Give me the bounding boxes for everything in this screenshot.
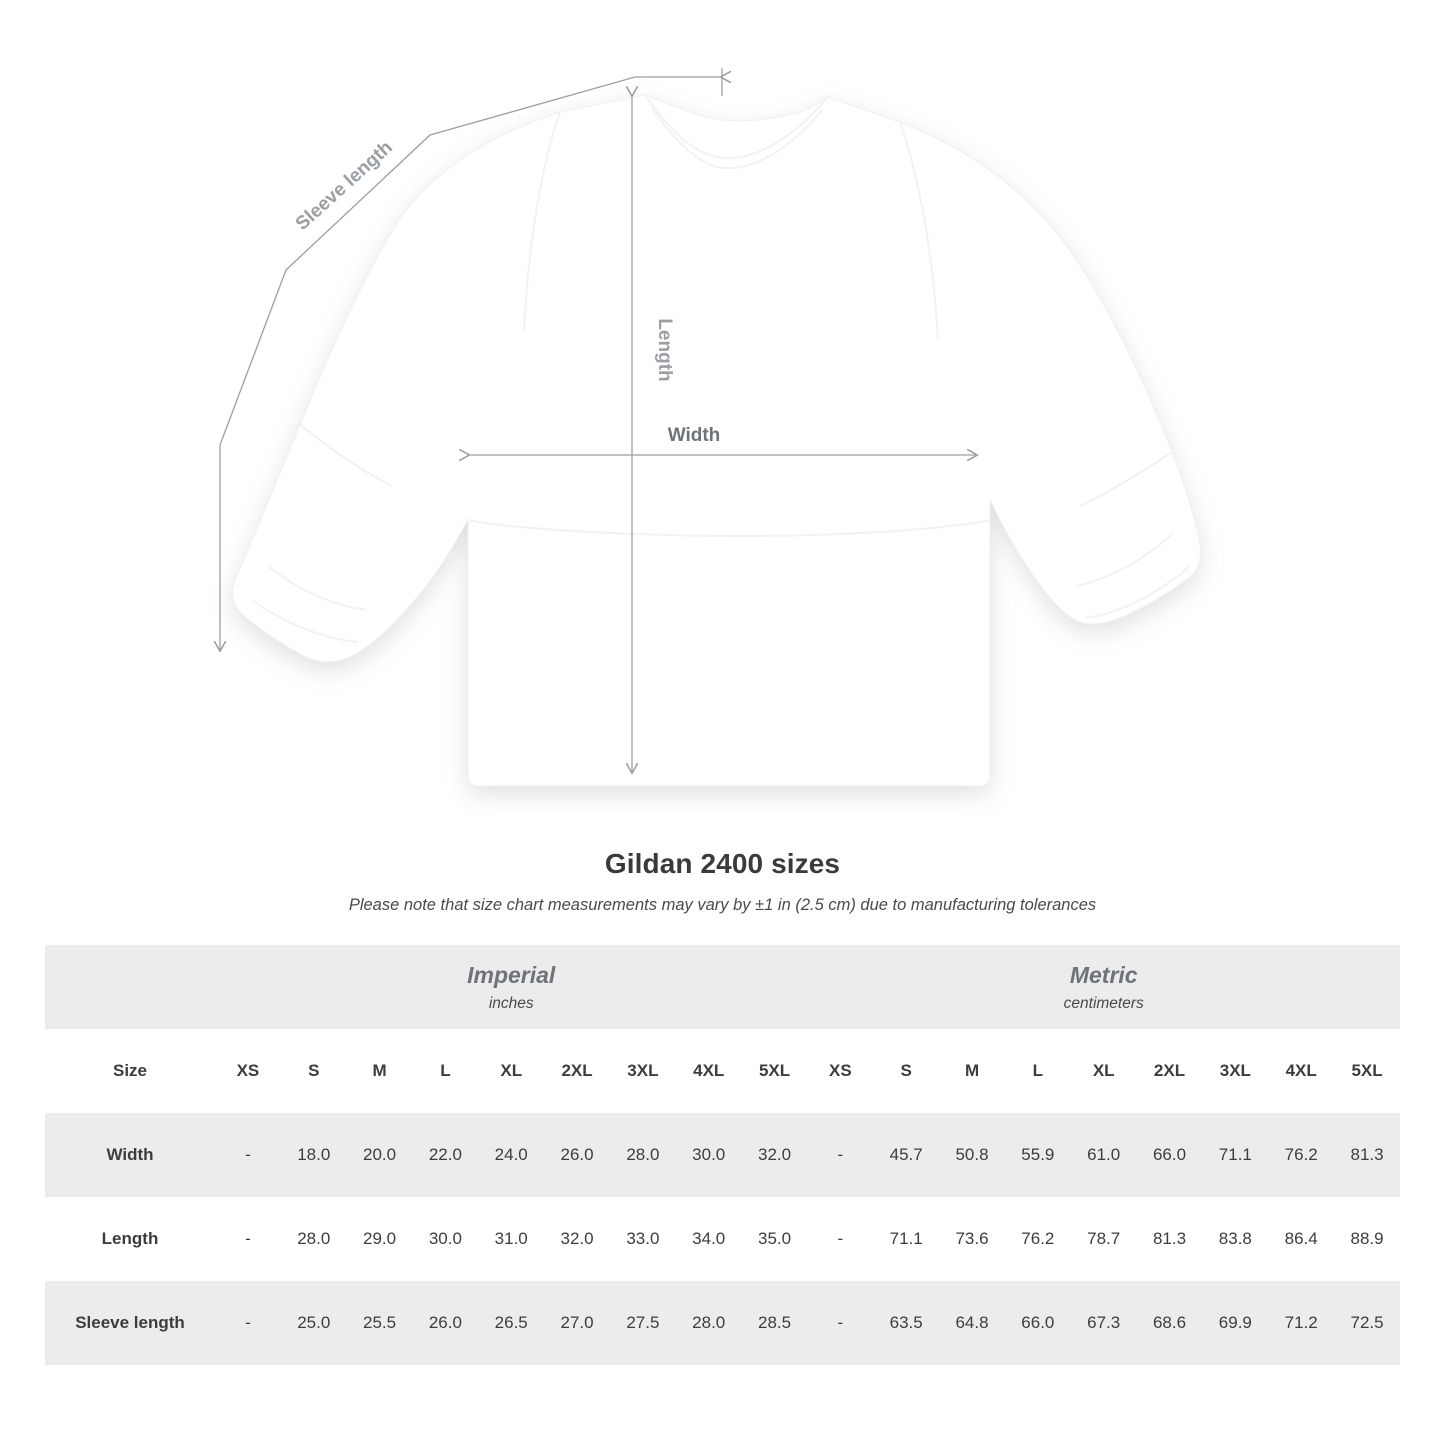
table-row xyxy=(45,1281,1400,1365)
cell-length-imperial-m: 29.0 xyxy=(347,1197,413,1281)
cell-width-imperial-s: 18.0 xyxy=(281,1113,347,1197)
header-size-metric-3xl: 3XL xyxy=(1202,1029,1268,1113)
cell-sleeve-imperial-3xl: 27.5 xyxy=(610,1281,676,1365)
length-label: Length xyxy=(654,318,675,382)
cell-sleeve-metric-s: 63.5 xyxy=(873,1281,939,1365)
header-size-metric-xl: XL xyxy=(1071,1029,1137,1113)
row-label-length: Length xyxy=(45,1197,215,1281)
cell-sleeve-metric-2xl: 68.6 xyxy=(1137,1281,1203,1365)
unit-header-row xyxy=(45,945,1400,1029)
cell-length-metric-l: 76.2 xyxy=(1005,1197,1071,1281)
header-size-imperial-s: S xyxy=(281,1029,347,1113)
header-size-imperial-xl: XL xyxy=(478,1029,544,1113)
cell-width-imperial-2xl: 26.0 xyxy=(544,1113,610,1197)
header-size-imperial-5xl: 5XL xyxy=(742,1029,808,1113)
unit-group-imperial-name: Imperial xyxy=(467,961,556,988)
header-size-imperial-3xl: 3XL xyxy=(610,1029,676,1113)
header-size-metric-5xl: 5XL xyxy=(1334,1029,1400,1113)
cell-sleeve-metric-l: 66.0 xyxy=(1005,1281,1071,1365)
cell-width-metric-l: 55.9 xyxy=(1005,1113,1071,1197)
cell-length-metric-m: 73.6 xyxy=(939,1197,1005,1281)
header-size-metric-2xl: 2XL xyxy=(1137,1029,1203,1113)
cell-width-imperial-3xl: 28.0 xyxy=(610,1113,676,1197)
unit-corner-cell xyxy=(45,945,215,1029)
cell-length-metric-3xl: 83.8 xyxy=(1202,1197,1268,1281)
cell-width-imperial-m: 20.0 xyxy=(347,1113,413,1197)
cell-length-imperial-xl: 31.0 xyxy=(478,1197,544,1281)
size-header-row xyxy=(45,1029,1400,1113)
header-size-metric-l: L xyxy=(1005,1029,1071,1113)
header-size-metric-s: S xyxy=(873,1029,939,1113)
cell-sleeve-imperial-5xl: 28.5 xyxy=(742,1281,808,1365)
cell-width-imperial-xl: 24.0 xyxy=(478,1113,544,1197)
cell-sleeve-imperial-2xl: 27.0 xyxy=(544,1281,610,1365)
cell-sleeve-imperial-xs: - xyxy=(215,1281,281,1365)
cell-length-imperial-l: 30.0 xyxy=(412,1197,478,1281)
cell-length-imperial-2xl: 32.0 xyxy=(544,1197,610,1281)
header-size-metric-xs: XS xyxy=(807,1029,873,1113)
width-label: Width xyxy=(667,425,721,446)
cell-width-metric-4xl: 76.2 xyxy=(1268,1113,1334,1197)
size-table-wrapper xyxy=(0,945,1445,1365)
page-title: Gildan 2400 sizes xyxy=(604,848,841,879)
unit-group-imperial xyxy=(215,945,807,1029)
cell-width-metric-m: 50.8 xyxy=(939,1113,1005,1197)
unit-group-metric-unit: centimeters xyxy=(1063,995,1144,1013)
header-size-metric-m: M xyxy=(939,1029,1005,1113)
cell-width-imperial-l: 22.0 xyxy=(412,1113,478,1197)
cell-length-imperial-s: 28.0 xyxy=(281,1197,347,1281)
table-row xyxy=(45,1113,1400,1197)
tolerance-note: Please note that size chart measurements may vary by ±1 in (2.5 cm) due to manufacturing tolerances xyxy=(348,896,1097,914)
cell-sleeve-imperial-xl: 26.5 xyxy=(478,1281,544,1365)
cell-length-metric-xs: - xyxy=(807,1197,873,1281)
cell-length-metric-2xl: 81.3 xyxy=(1137,1197,1203,1281)
cell-sleeve-metric-5xl: 72.5 xyxy=(1334,1281,1400,1365)
cell-sleeve-imperial-m: 25.5 xyxy=(347,1281,413,1365)
cell-length-metric-5xl: 88.9 xyxy=(1334,1197,1400,1281)
cell-width-metric-2xl: 66.0 xyxy=(1137,1113,1203,1197)
cell-sleeve-metric-3xl: 69.9 xyxy=(1202,1281,1268,1365)
cell-width-metric-xl: 61.0 xyxy=(1071,1113,1137,1197)
size-table xyxy=(45,945,1400,1365)
header-size-imperial-4xl: 4XL xyxy=(676,1029,742,1113)
cell-width-metric-xs: - xyxy=(807,1113,873,1197)
cell-length-metric-xl: 78.7 xyxy=(1071,1197,1137,1281)
cell-sleeve-imperial-s: 25.0 xyxy=(281,1281,347,1365)
cell-length-imperial-xs: - xyxy=(215,1197,281,1281)
cell-sleeve-metric-4xl: 71.2 xyxy=(1268,1281,1334,1365)
cell-length-imperial-3xl: 33.0 xyxy=(610,1197,676,1281)
unit-group-metric xyxy=(807,945,1400,1029)
header-size-metric-4xl: 4XL xyxy=(1268,1029,1334,1113)
header-size-imperial-m: M xyxy=(347,1029,413,1113)
cell-length-imperial-4xl: 34.0 xyxy=(676,1197,742,1281)
cell-length-metric-4xl: 86.4 xyxy=(1268,1197,1334,1281)
cell-sleeve-imperial-4xl: 28.0 xyxy=(676,1281,742,1365)
cell-width-imperial-xs: - xyxy=(215,1113,281,1197)
cell-width-metric-s: 45.7 xyxy=(873,1113,939,1197)
header-size-label: Size xyxy=(45,1029,215,1113)
cell-sleeve-metric-xs: - xyxy=(807,1281,873,1365)
cell-sleeve-metric-xl: 67.3 xyxy=(1071,1281,1137,1365)
row-label-sleeve-length: Sleeve length xyxy=(45,1281,215,1365)
cell-sleeve-imperial-l: 26.0 xyxy=(412,1281,478,1365)
header-size-imperial-xs: XS xyxy=(215,1029,281,1113)
table-row xyxy=(45,1197,1400,1281)
header-size-imperial-l: L xyxy=(412,1029,478,1113)
cell-sleeve-metric-m: 64.8 xyxy=(939,1281,1005,1365)
title-block xyxy=(0,848,1445,915)
cell-width-metric-3xl: 71.1 xyxy=(1202,1113,1268,1197)
cell-width-imperial-4xl: 30.0 xyxy=(676,1113,742,1197)
sleeve-length-label: Sleeve length xyxy=(291,137,397,235)
cell-length-imperial-5xl: 35.0 xyxy=(742,1197,808,1281)
header-size-imperial-2xl: 2XL xyxy=(544,1029,610,1113)
cell-width-imperial-5xl: 32.0 xyxy=(742,1113,808,1197)
cell-width-metric-5xl: 81.3 xyxy=(1334,1113,1400,1197)
unit-group-imperial-unit: inches xyxy=(488,995,534,1013)
cell-length-metric-s: 71.1 xyxy=(873,1197,939,1281)
row-label-width: Width xyxy=(45,1113,215,1197)
unit-group-metric-name: Metric xyxy=(1069,961,1138,988)
